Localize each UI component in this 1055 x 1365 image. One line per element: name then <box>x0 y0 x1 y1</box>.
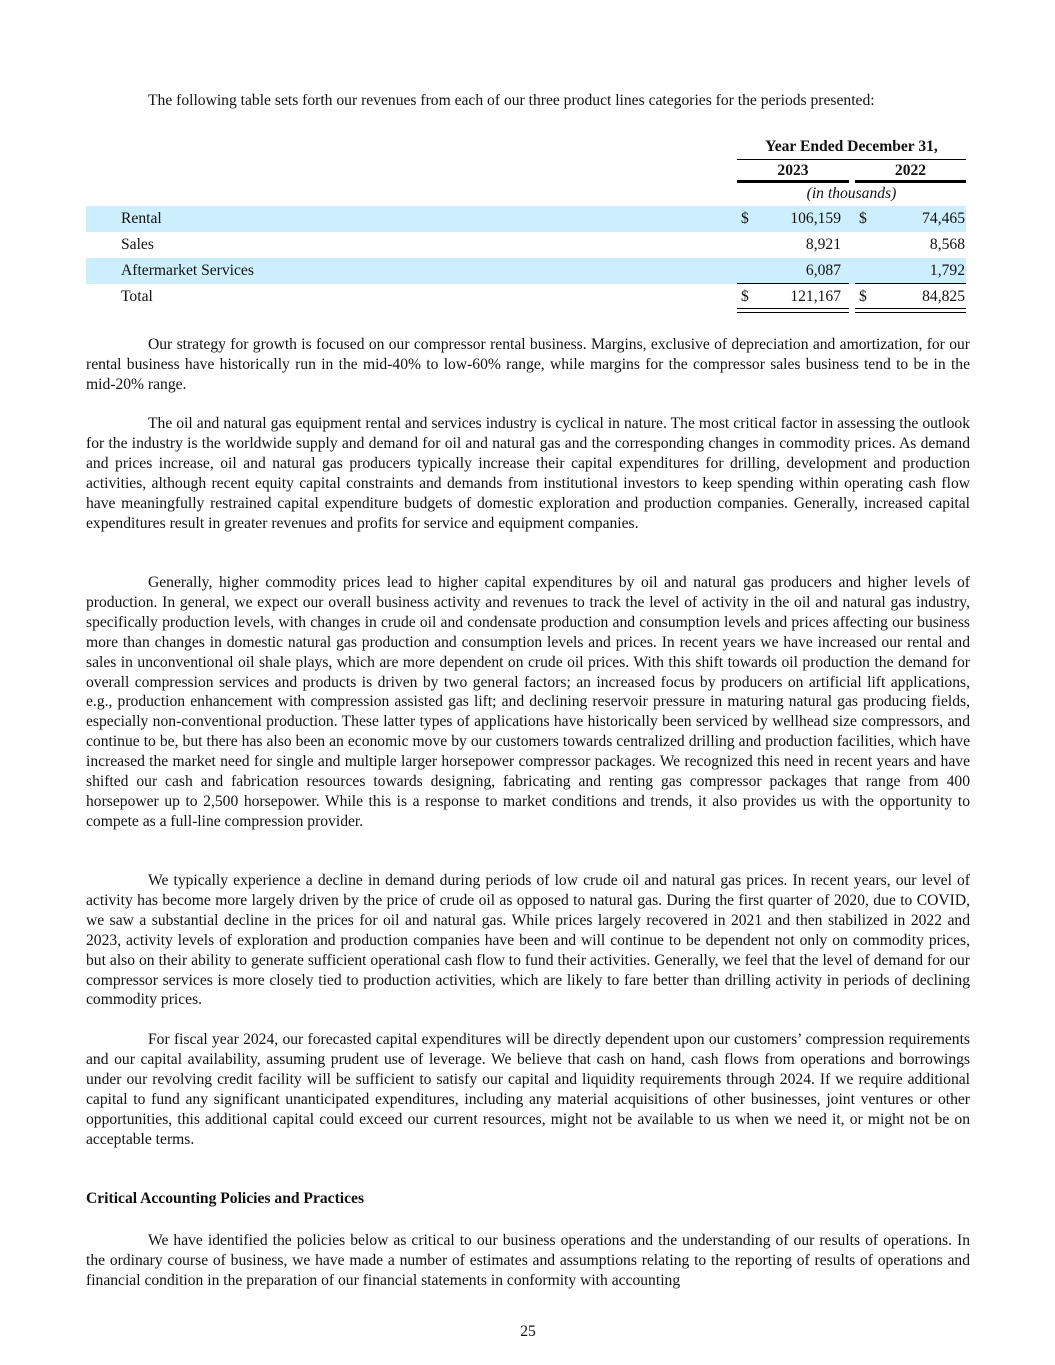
column-header-2023: 2023 <box>777 162 809 179</box>
section-heading: Critical Accounting Policies and Practices <box>86 1190 365 1207</box>
table-units-note: (in thousands) <box>806 185 897 202</box>
header-rule <box>737 159 966 160</box>
paragraph-critical-accounting: We have identified the policies below as critical to our business operations and the understanding of our results of operations. In the ordinary course of business, we have made a number of estimates and assumptions relating to the reporting of results of operations and financial condition in the preparation of our financial statements in conformity with accounting <box>86 1232 970 1289</box>
paragraph-demand-decline: We typically experience a decline in demand during periods of low crude oil and natural gas prices. In recent years, our level of activity has become more largely driven by the price of crude oil as opposed to natural gas. During the first quarter of 2020, due to COVID, we saw a substantial decline in the prices for oil and natural gas. While prices largely recovered in 2021 and then stabilized in 2022 and 2023, activity levels of exploration and production companies have been and will continue to be dependent not only on commodity prices, but also on their ability to generate sufficient operational cash flow to fund their activities. Generally, we feel that the level of demand for our compressor services is more closely tied to production activities, which are likely to fare better than drilling activity in periods of declining commodity prices. <box>86 872 970 1009</box>
currency-symbol: $ <box>741 288 749 305</box>
value-2023: 121,167 <box>790 288 841 305</box>
paragraph-commodity-prices: Generally, higher commodity prices lead to higher capital expenditures by oil and natural gas producers and higher levels of production. In general, we expect our overall business activity and revenues to track the level of activity in the oil and natural gas industry, specifically production levels, with changes in crude oil and condensate production and consumption levels and prices affecting our business more than changes in domestic natural gas production and consumption levels and prices. In recent years we have increased our rental and sales in unconventional oil shale plays, which are more dependent on crude oil prices. With this shift towards oil production the demand for overall compression services and products is driven by two general factors; an increased focus by producers on artificial lift applications, e.g., production enhancement with compression assisted gas lift; and declining reservoir pressure in maturing natural gas producing fields, especially non-conventional production. These latter types of applications have historically been serviced by wellhead size compressors, and continue to be, but there has also been an economic move by our customers towards centralized drilling and production facilities, which have increased the market need for single and multiple larger horsepower compressor packages. We recognized this need in recent years and have shifted our cash and fabrication resources towards designing, fabricating and renting gas compressor packages that range from 400 horsepower up to 2,500 horsepower. While this is a response to market conditions and trends, it also provides us with the opportunity to compete as a full-line compression provider. <box>86 574 970 830</box>
column-header-2022: 2022 <box>894 162 927 179</box>
total-double-rule-2023 <box>737 308 849 313</box>
table-intro-paragraph: The following table sets forth our revenues from each of our three product lines categories for the periods presented: <box>148 92 875 109</box>
total-double-rule-2022 <box>855 308 966 313</box>
column-rule-2022 <box>855 180 966 183</box>
currency-symbol: $ <box>859 210 867 227</box>
row-label: Rental <box>121 210 162 227</box>
value-2022: 8,568 <box>929 236 965 253</box>
currency-symbol: $ <box>859 288 867 305</box>
value-2023: 6,087 <box>805 262 841 279</box>
table-row-sales <box>86 232 966 258</box>
value-2022: 84,825 <box>922 288 965 305</box>
table-row-rental <box>86 206 966 232</box>
value-2023: 106,159 <box>790 210 841 227</box>
table-row-aftermarket-services <box>86 258 966 284</box>
value-2022: 1,792 <box>929 262 965 279</box>
paragraph-growth-strategy: Our strategy for growth is focused on our compressor rental business. Margins, exclusive of depreciation and amortization, for our rental business have historically run in the mid-40% to low-60% range, while margins for the compressor sales business tend to be in the mid-20% range. <box>86 336 970 393</box>
value-2023: 8,921 <box>805 236 841 253</box>
currency-symbol: $ <box>741 210 749 227</box>
table-row-total <box>86 284 966 310</box>
paragraph-industry-cyclical: The oil and natural gas equipment rental and services industry is cyclical in nature. The most critical factor in assessing the outlook for the industry is the worldwide supply and demand for oil and natural gas and the corresponding changes in commodity prices. As demand and prices increase, oil and natural gas producers typically increase their capital expenditures for drilling, development and production activities, although recent equity capital constraints and demands from institutional investors to keep spending within operating cash flow have meaningfully restrained capital expenditure budgets of domestic exploration and production companies. Generally, increased capital expenditures result in greater revenues and profits for service and equipment companies. <box>86 415 970 532</box>
value-2022: 74,465 <box>922 210 965 227</box>
page-number: 25 <box>520 1323 536 1340</box>
row-label: Aftermarket Services <box>121 262 254 279</box>
column-rule-2023 <box>737 180 849 183</box>
row-label: Sales <box>121 236 154 253</box>
row-label: Total <box>121 288 153 305</box>
paragraph-capital-expenditures-2024: For fiscal year 2024, our forecasted capital expenditures will be directly dependent upon our customers’ compression requirements and our capital availability, assuming prudent use of leverage. We believe that cash on hand, cash flows from operations and borrowings under our revolving credit facility will be sufficient to satisfy our capital and liquidity requirements through 2024. If we require additional capital to fund any significant unanticipated expenditures, including any material acquisitions of other businesses, joint ventures or other opportunities, this additional capital could exceed our current resources, might not be available to us when we need it, or might not be on acceptable terms. <box>86 1031 970 1148</box>
table-period-header: Year Ended December 31, <box>765 138 938 155</box>
